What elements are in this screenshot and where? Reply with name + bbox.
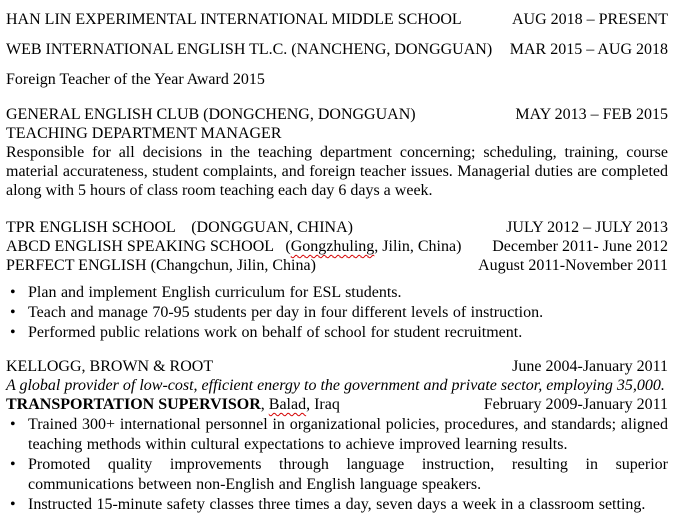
employment-dates-perfect: August 2011-November 2011 xyxy=(478,257,668,274)
role-dates-kbr: February 2009-January 2011 xyxy=(483,396,668,413)
employer-name-hanlin: HAN LIN EXPERIMENTAL INTERNATIONAL MIDDLE SCHOOL xyxy=(6,11,462,28)
job-description-gec: Responsible for all decisions in the teaching department concerning; scheduling, training, course material accurateness, student complaints, and foreign teacher issues. Managerial duties are completed along with 5 hours of class room teaching each day 6 days a week. xyxy=(6,144,668,199)
kbr-duty-text-3: Instructed 15-minute safety classes three times a day, seven days a week in a classroom setting. xyxy=(28,496,646,513)
employment-dates-web: MAR 2015 – AUG 2018 xyxy=(509,41,668,58)
esl-duty-item-1 xyxy=(6,283,668,303)
kbr-duty-item-3 xyxy=(6,495,668,515)
esl-duty-text-1: Plan and implement English curriculum for ESL students. xyxy=(28,284,402,301)
esl-duty-item-3 xyxy=(6,323,668,343)
employment-dates-hanlin: AUG 2018 – PRESENT xyxy=(511,11,668,28)
bullet-icon: • xyxy=(10,416,16,433)
role-line-kbr xyxy=(6,395,340,414)
kbr-duty-text-1: Trained 300+ international personnel in organizational policies, procedures, and standards; aligned teaching methods within cultural expectations to achieve improved learning results. xyxy=(28,416,668,453)
bullet-icon: • xyxy=(10,324,16,341)
role-title-kbr: TRANSPORTATION SUPERVISOR xyxy=(6,396,261,413)
employer-name-perfect: PERFECT ENGLISH (Changchun, Jilin, China) xyxy=(6,257,316,274)
kbr-duties-list xyxy=(6,415,668,515)
employment-dates-tpr: JULY 2012 – JULY 2013 xyxy=(506,219,668,236)
employer-row-gec xyxy=(6,105,668,124)
employer-row-perfect xyxy=(6,256,668,275)
employer-name-gec: GENERAL ENGLISH CLUB (DONGCHENG, DONGGUAN) xyxy=(6,106,416,123)
kbr-duty-item-1 xyxy=(6,415,668,455)
kbr-duty-text-2: Promoted quality improvements through language instruction, resulting in superior communications between non-English and English language speakers. xyxy=(28,456,668,493)
employer-name-abcd-prefix: ABCD ENGLISH SPEAKING SCHOOL ( xyxy=(6,238,291,255)
employment-dates-gec: MAY 2013 – FEB 2015 xyxy=(515,106,668,123)
misspelled-word-gongzhuling: Gongzhuling xyxy=(290,238,375,255)
employer-name-abcd xyxy=(6,237,461,256)
employer-row-hanlin xyxy=(6,10,668,29)
role-location-suffix-kbr: , Iraq xyxy=(306,396,340,413)
esl-duty-item-2 xyxy=(6,303,668,323)
esl-duty-text-2: Teach and manage 70-95 students per day in four different levels of instruction. xyxy=(28,304,544,321)
bullet-icon: • xyxy=(10,496,16,513)
esl-duties-list xyxy=(6,283,668,343)
employer-name-tpr: TPR ENGLISH SCHOOL (DONGGUAN, CHINA) xyxy=(6,219,353,236)
employment-dates-kbr: June 2004-January 2011 xyxy=(512,358,668,375)
role-row-kbr xyxy=(6,395,668,414)
employer-name-abcd-suffix: , Jilin, China) xyxy=(374,238,462,255)
role-separator-kbr: , xyxy=(260,396,269,413)
employer-row-tpr xyxy=(6,218,668,237)
kbr-duty-item-2 xyxy=(6,455,668,495)
award-line: Foreign Teacher of the Year Award 2015 xyxy=(6,71,265,88)
esl-duty-text-3: Performed public relations work on behalf of school for student recruitment. xyxy=(28,324,523,341)
employer-row-web xyxy=(6,40,668,59)
misspelled-word-balad: Balad xyxy=(268,396,307,413)
employer-row-abcd xyxy=(6,237,668,256)
employer-name-kbr: KELLOGG, BROWN & ROOT xyxy=(6,358,214,375)
employer-name-web: WEB INTERNATIONAL ENGLISH TL.C. (NANCHENG, DONGGUAN) xyxy=(6,41,493,58)
bullet-icon: • xyxy=(10,284,16,301)
employer-row-kbr xyxy=(6,357,668,376)
bullet-icon: • xyxy=(10,456,16,473)
company-tagline-kbr: A global provider of low-cost, efficient energy to the government and private sector, employing 35,000. xyxy=(6,377,665,394)
job-title-gec: TEACHING DEPARTMENT MANAGER xyxy=(6,125,282,142)
employment-dates-abcd: December 2011- June 2012 xyxy=(492,238,668,255)
bullet-icon: • xyxy=(10,304,16,321)
